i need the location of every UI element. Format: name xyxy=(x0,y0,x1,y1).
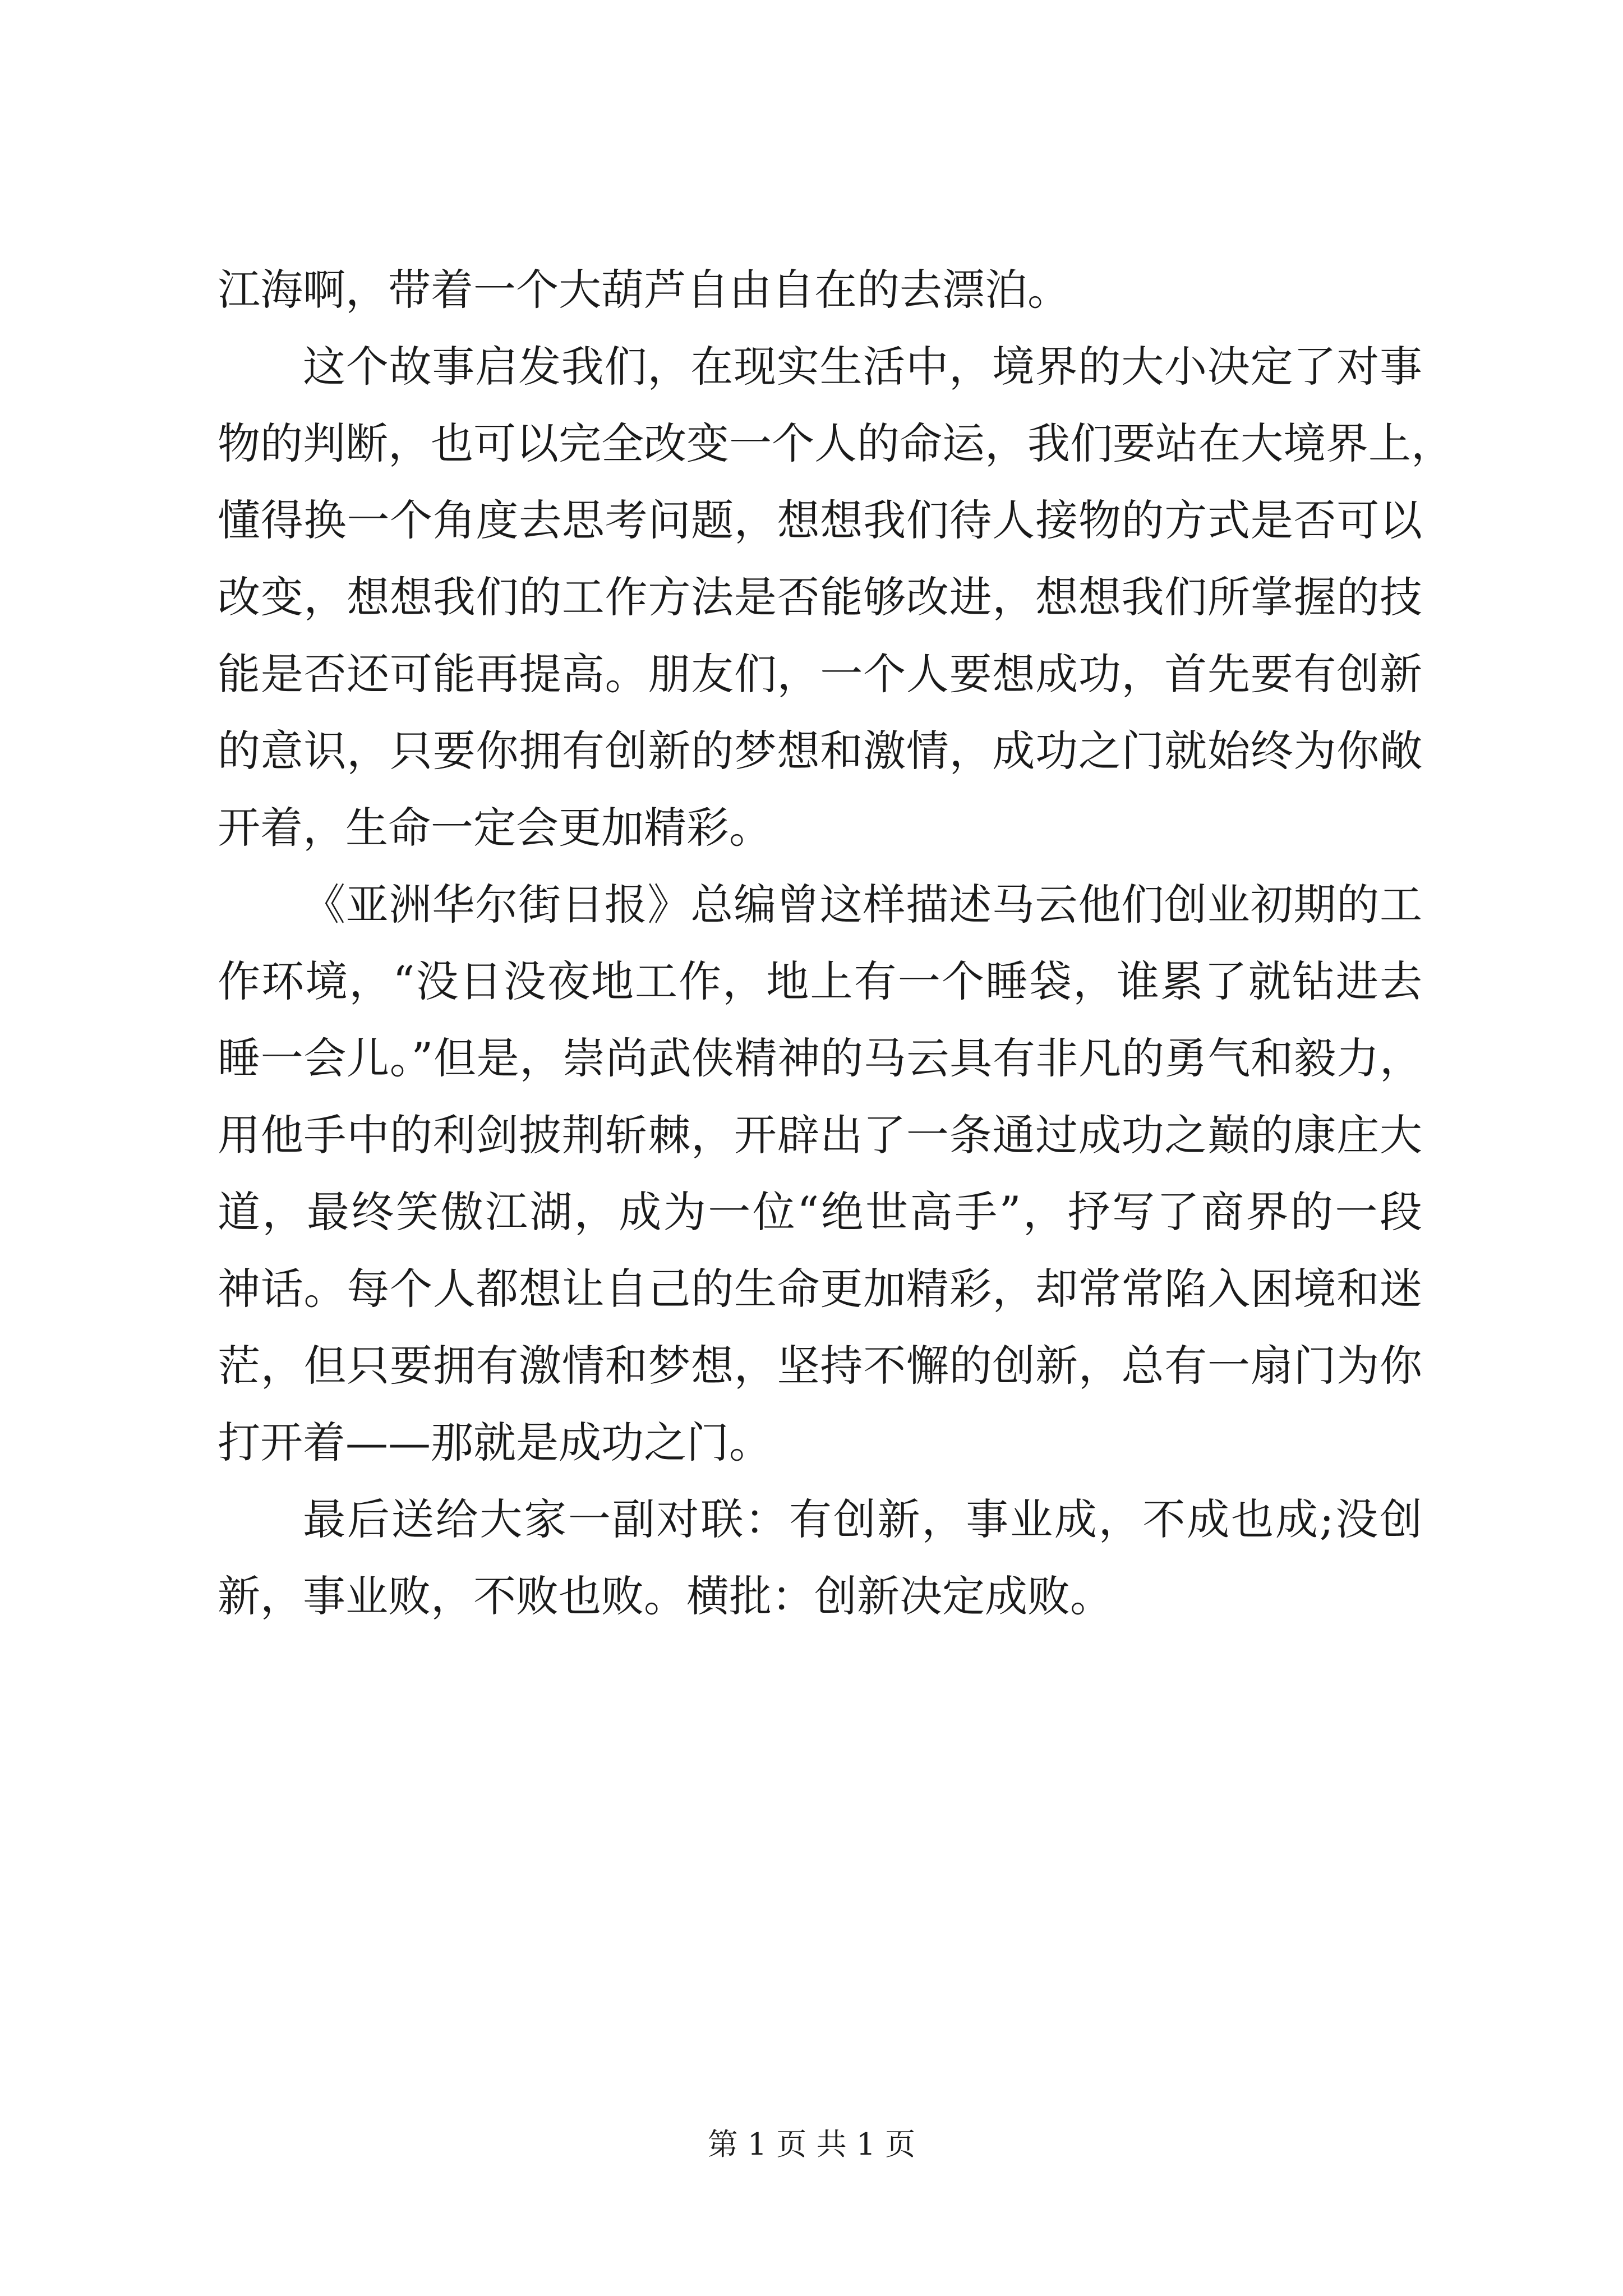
paragraph-start-line: 最后送给大家一副对联：有创新，事业成，不成也成;没创 xyxy=(303,1494,1422,1544)
text-line: 的意识，只要你拥有创新的梦想和激情，成功之门就始终为你敞 xyxy=(218,726,1422,776)
text-line: 改变，想想我们的工作方法是否能够改进，想想我们所掌握的技 xyxy=(218,572,1422,622)
text-line: 用他手中的利剑披荆斩棘，开辟出了一条通过成功之巅的康庄大 xyxy=(218,1110,1422,1160)
page-footer: 第 1 页 共 1 页 xyxy=(707,2127,916,2162)
text-line: 懂得换一个角度去思考问题，想想我们待人接物的方式是否可以 xyxy=(218,495,1422,545)
text-line: 新，事业败，不败也败。横批：创新决定成败。 xyxy=(218,1571,1113,1621)
text-line: 茫，但只要拥有激情和梦想，坚持不懈的创新，总有一扇门为你 xyxy=(218,1341,1422,1391)
text-line: 物的判断，也可以完全改变一个人的命运，我们要站在大境界上， xyxy=(218,418,1454,468)
text-line: 能是否还可能再提高。朋友们，一个人要想成功，首先要有创新 xyxy=(218,649,1422,699)
document-body xyxy=(218,251,1454,1635)
text-line: 江海啊，带着一个大葫芦自由自在的去漂泊。 xyxy=(218,265,1070,315)
text-line: 打开着——那就是成功之门。 xyxy=(218,1418,772,1467)
text-line: 神话。每个人都想让自己的生命更加精彩，却常常陷入困境和迷 xyxy=(218,1264,1422,1314)
text-line: 睡一会儿。”但是，崇尚武侠精神的马云具有非凡的勇气和毅力， xyxy=(218,1033,1422,1083)
text-line: 作环境，“没日没夜地工作，地上有一个睡袋，谁累了就钻进去 xyxy=(218,956,1422,1006)
paragraph-start-line: 《亚洲华尔街日报》总编曾这样描述马云他们创业初期的工 xyxy=(303,880,1422,930)
text-line: 道，最终笑傲江湖，成为一位“绝世高手”，抒写了商界的一段 xyxy=(218,1187,1422,1237)
text-line: 开着，生命一定会更加精彩。 xyxy=(218,803,772,853)
paragraph-start-line: 这个故事启发我们，在现实生活中，境界的大小决定了对事 xyxy=(303,342,1422,392)
